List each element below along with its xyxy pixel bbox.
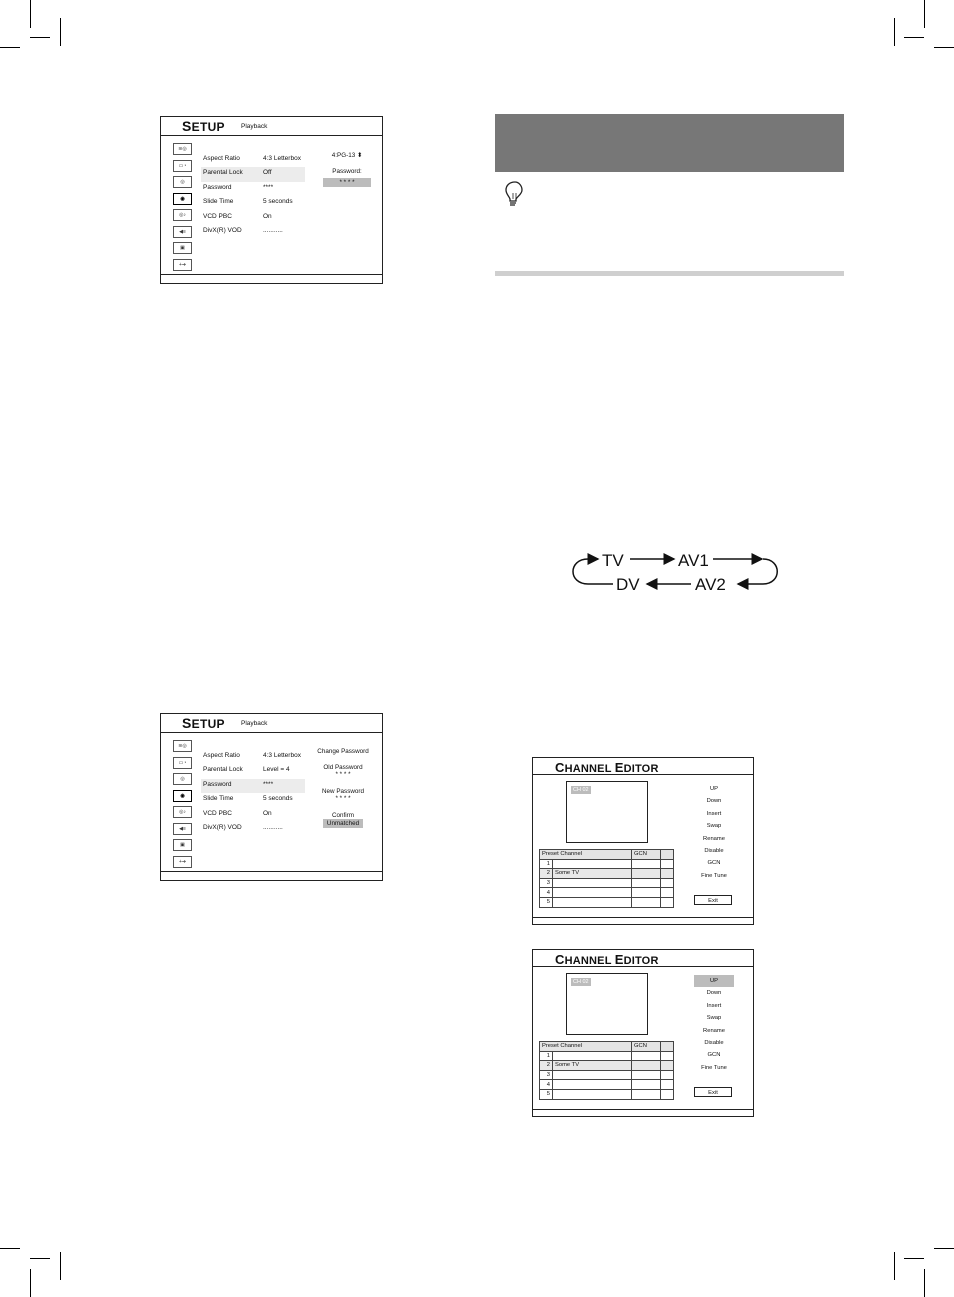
table-row[interactable]: 2 Some TV — [540, 869, 674, 879]
option-row[interactable]: Parental Lock Level = 4 — [203, 766, 290, 774]
menu-fine-tune[interactable]: Fine Tune — [701, 1064, 727, 1071]
crop-mark — [934, 47, 954, 48]
setup-subtitle: Playback — [241, 720, 268, 727]
audio-disc-icon[interactable]: ◎♪ — [173, 806, 192, 818]
footer-line — [533, 917, 753, 918]
footer-line — [533, 1109, 753, 1110]
option-row[interactable]: Aspect Ratio 4:3 Letterbox — [203, 752, 301, 759]
option-row[interactable]: VCD PBC On — [203, 212, 272, 220]
lightbulb-icon — [505, 180, 525, 208]
display-icon[interactable]: ▭◔ — [173, 757, 192, 769]
table-row[interactable]: 2 Some TV — [540, 1061, 674, 1071]
channel-editor-title-bar — [533, 758, 753, 775]
rating-selector[interactable]: 4:PG-13 ⬍ — [331, 152, 363, 159]
tv-icon[interactable]: ▣ — [173, 839, 192, 851]
table-row[interactable]: 5 — [540, 1089, 674, 1099]
menu-gcn[interactable]: GCN — [707, 1052, 721, 1059]
menu-insert[interactable]: Insert — [706, 1002, 722, 1009]
setup-title-bar — [161, 714, 382, 733]
menu-fine-tune[interactable]: Fine Tune — [701, 872, 727, 879]
setup-icon-column — [173, 143, 193, 275]
new-password-field[interactable]: * * * * — [335, 795, 351, 802]
crop-mark — [30, 37, 50, 38]
diagram-node-av1: AV1 — [678, 551, 709, 570]
crop-mark — [60, 1252, 61, 1280]
table-row[interactable]: 5 — [540, 897, 674, 907]
column-preset-channel: Preset Channel — [540, 850, 632, 860]
crop-mark — [60, 18, 61, 46]
speaker-icon[interactable]: ◀≡ — [173, 226, 192, 238]
option-row-selected[interactable]: Parental Lock Off — [201, 167, 305, 181]
crop-mark — [30, 1258, 50, 1259]
option-row[interactable]: Password **** — [203, 183, 274, 191]
channel-editor-screen — [532, 757, 754, 925]
channel-preview — [566, 973, 648, 1035]
crop-mark — [894, 1252, 895, 1280]
confirm-label: Confirm — [331, 812, 355, 819]
setup-icon-column — [173, 740, 193, 872]
option-row[interactable]: VCD PBC On — [203, 809, 272, 817]
footer-line — [161, 871, 382, 872]
password-entry[interactable]: * * * * — [323, 178, 371, 187]
menu-insert[interactable]: Insert — [706, 810, 722, 817]
table-header-row — [540, 850, 674, 860]
exit-button[interactable]: Exit — [694, 1087, 732, 1097]
option-row-selected[interactable]: Password **** — [201, 779, 305, 793]
crop-mark — [904, 37, 924, 38]
audio-disc-icon[interactable]: ◎♪ — [173, 209, 192, 221]
crop-mark — [924, 1269, 925, 1297]
menu-rename[interactable]: Rename — [703, 835, 725, 842]
section-divider — [495, 271, 844, 276]
display-icon[interactable]: ▭◔ — [173, 160, 192, 172]
channel-editor-menu — [694, 975, 734, 1074]
column-gcn: GCN — [632, 850, 661, 860]
crop-mark — [904, 1258, 924, 1259]
exit-button[interactable]: Exit — [694, 895, 732, 905]
option-row[interactable]: Slide Time 5 seconds — [203, 795, 293, 803]
up-down-arrow-icon: ⬍ — [356, 152, 363, 159]
table-row[interactable]: 3 — [540, 878, 674, 888]
tv-icon[interactable]: ▣ — [173, 242, 192, 254]
crop-mark — [924, 0, 925, 28]
menu-rename[interactable]: Rename — [703, 1027, 725, 1034]
diagram-node-av2: AV2 — [695, 575, 726, 594]
channel-editor-title-bar — [533, 950, 753, 967]
playback-icon[interactable]: ◉ — [173, 193, 192, 205]
disc-icon[interactable]: ◎ — [173, 773, 192, 785]
confirm-status[interactable]: Unmatched — [323, 819, 363, 828]
menu-gcn[interactable]: GCN — [707, 860, 721, 867]
change-password-heading: Change Password — [317, 748, 369, 755]
playback-icon[interactable]: ◉ — [173, 790, 192, 802]
table-row[interactable]: 3 — [540, 1070, 674, 1080]
setup-options — [201, 153, 305, 239]
crop-mark — [0, 47, 20, 48]
menu-down[interactable]: Down — [706, 798, 722, 805]
section-header-bar — [495, 114, 844, 172]
password-label: Password: — [332, 168, 362, 175]
speaker-icon[interactable]: ◀≡ — [173, 823, 192, 835]
setup-title-bar — [161, 117, 382, 136]
menu-swap[interactable]: Swap — [706, 823, 722, 830]
option-row[interactable]: Slide Time 5 seconds — [203, 198, 293, 206]
table-row[interactable]: 1 — [540, 859, 674, 869]
crop-mark — [30, 0, 31, 28]
column-gcn: GCN — [632, 1042, 661, 1052]
diagram-node-tv: TV — [602, 551, 624, 570]
table-row[interactable]: 4 — [540, 1080, 674, 1090]
arrow-right-loop — [738, 559, 777, 584]
table-row[interactable]: 1 — [540, 1051, 674, 1061]
column-preset-channel: Preset Channel — [540, 1042, 632, 1052]
rating-panel — [323, 152, 371, 187]
channel-editor-screen-selected — [532, 949, 754, 1117]
setup-title: SETUP — [182, 715, 225, 731]
column-extra — [661, 1042, 674, 1052]
preset-channel-table — [539, 849, 674, 908]
channel-editor-title: CHANNEL EDITOR — [555, 760, 659, 775]
menu-up-selected[interactable]: UP — [694, 975, 734, 987]
option-row[interactable]: DivX(R) VOD ........... — [203, 823, 283, 831]
menu-up[interactable]: UP — [709, 786, 719, 792]
setup-screen-playback — [160, 116, 383, 284]
channel-tag: CH 02 — [573, 979, 589, 985]
setup-screen-change-password — [160, 713, 383, 881]
input-icon[interactable]: +➔ — [173, 856, 192, 868]
settings-icon[interactable]: ≋◎ — [173, 740, 192, 752]
table-row[interactable]: 4 — [540, 888, 674, 898]
disc-icon[interactable]: ◎ — [173, 176, 192, 188]
change-password-panel — [313, 748, 373, 828]
option-row[interactable]: Aspect Ratio 4:3 Letterbox — [203, 155, 301, 162]
crop-mark — [894, 18, 895, 46]
menu-disable[interactable]: Disable — [704, 847, 724, 854]
diagram-node-dv: DV — [616, 575, 640, 594]
preset-channel-table — [539, 1041, 674, 1100]
channel-preview — [566, 781, 648, 843]
crop-mark — [30, 1269, 31, 1297]
crop-mark — [0, 1248, 20, 1249]
old-password-field[interactable]: * * * * — [335, 771, 351, 778]
menu-swap[interactable]: Swap — [706, 1015, 722, 1022]
setup-title: SETUP — [182, 118, 225, 134]
menu-disable[interactable]: Disable — [704, 1039, 724, 1046]
setup-options — [201, 750, 305, 836]
footer-line — [161, 274, 382, 275]
source-cycle-diagram — [560, 545, 790, 605]
column-extra — [661, 850, 674, 860]
table-header-row — [540, 1042, 674, 1052]
new-password-label: New Password — [322, 788, 364, 795]
settings-icon[interactable]: ≋◎ — [173, 143, 192, 155]
setup-subtitle: Playback — [241, 123, 268, 130]
channel-editor-menu — [694, 783, 734, 882]
channel-editor-title: CHANNEL EDITOR — [555, 952, 659, 967]
old-password-label: Old Password — [323, 764, 363, 771]
input-icon[interactable]: +➔ — [173, 259, 192, 271]
menu-down[interactable]: Down — [706, 990, 722, 997]
channel-tag: CH 02 — [573, 787, 589, 793]
option-row[interactable]: DivX(R) VOD ........... — [203, 226, 283, 234]
crop-mark — [934, 1248, 954, 1249]
